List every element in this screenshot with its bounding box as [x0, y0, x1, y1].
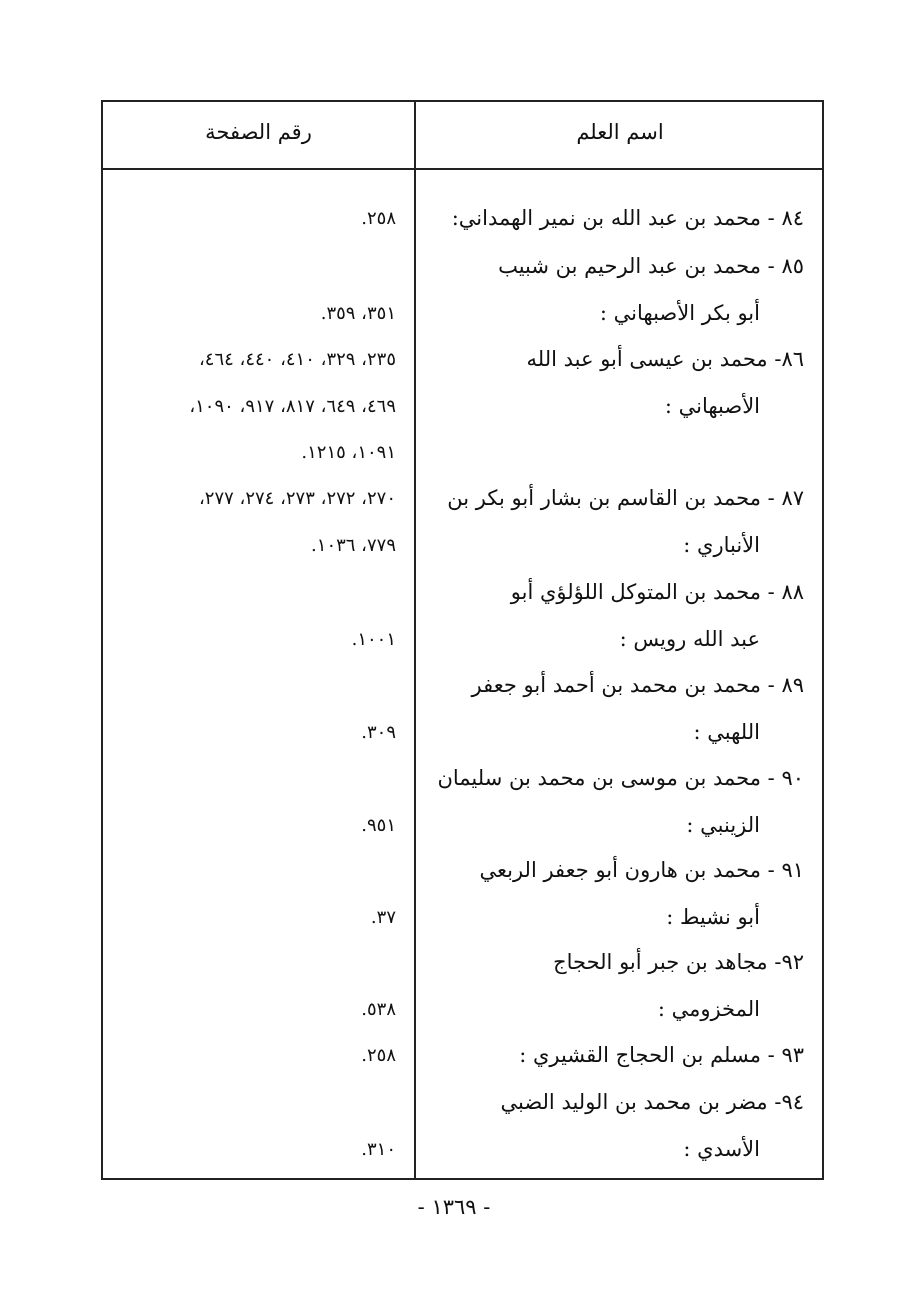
header-divider: [103, 168, 822, 170]
page-column-header: رقم الصفحة: [205, 120, 312, 144]
entry-pages: ٣١٠.: [361, 1139, 396, 1160]
entry-pages: ٣٧.: [370, 907, 396, 928]
column-divider: [414, 102, 416, 1178]
entry-name-cont: المخزومي :: [657, 997, 760, 1021]
entry-name-cont: عبد الله رويس :: [619, 627, 760, 651]
entry-name: ٨٦- محمد بن عيسى أبو عبد الله: [526, 347, 804, 371]
entry-name: ٩٤- مضر بن محمد بن الوليد الضبي: [500, 1090, 804, 1114]
name-column-header: اسم العلم: [576, 120, 664, 144]
entry-pages: ٧٧٩، ١٠٣٦.: [311, 535, 396, 556]
entry-name: ٩٢- مجاهد بن جبر أبو الحجاج: [553, 950, 804, 974]
entry-pages: ٥٣٨.: [361, 999, 396, 1020]
entry-pages: ١٠٠١.: [351, 629, 396, 650]
entry-name-cont: أبو نشيط :: [666, 905, 760, 929]
entry-pages: ٢٧٠، ٢٧٢، ٢٧٣، ٢٧٤، ٢٧٧،: [198, 488, 396, 509]
entry-name-cont: الأصبهاني :: [664, 394, 760, 418]
entry-pages: ١٠٩١، ١٢١٥.: [301, 442, 396, 463]
entry-name: ٩٣ - مسلم بن الحجاج القشيري :: [519, 1043, 804, 1067]
entry-pages: ٢٥٨.: [361, 1045, 396, 1066]
entry-pages: ٣٥١، ٣٥٩.: [320, 303, 396, 324]
entry-name: ٨٥ - محمد بن عبد الرحيم بن شبيب: [498, 254, 804, 278]
entry-name: ٨٩ - محمد بن محمد بن أحمد أبو جعفر: [471, 673, 804, 697]
entry-name: ٩١ - محمد بن هارون أبو جعفر الربعي: [479, 858, 804, 882]
entry-name-cont: الأنباري :: [683, 533, 760, 557]
entry-name-cont: الأسدي :: [683, 1137, 760, 1161]
entry-name: ٨٤ - محمد بن عبد الله بن نمير الهمداني:: [451, 206, 804, 230]
entry-pages: ٩٥١.: [361, 815, 396, 836]
entry-name: ٩٠ - محمد بن موسى بن محمد بن سليمان: [437, 766, 804, 790]
entry-name: ٨٧ - محمد بن القاسم بن بشار أبو بكر بن: [447, 486, 804, 510]
entry-name: ٨٨ - محمد بن المتوكل اللؤلؤي أبو: [510, 580, 804, 604]
entry-name-cont: الزينبي :: [686, 813, 760, 837]
entry-pages: ٤٦٩، ٦٤٩، ٨١٧، ٩١٧، ١٠٩٠،: [189, 396, 396, 417]
entry-name-cont: اللهبي :: [693, 720, 760, 744]
entry-pages: ٣٠٩.: [361, 722, 396, 743]
entry-name-cont: أبو بكر الأصبهاني :: [599, 301, 760, 325]
entry-pages: ٢٥٨.: [361, 208, 396, 229]
entry-pages: ٢٣٥، ٣٢٩، ٤١٠، ٤٤٠، ٤٦٤،: [198, 349, 396, 370]
index-table: [101, 100, 824, 1180]
page-number: - ١٣٦٩ -: [417, 1195, 491, 1219]
